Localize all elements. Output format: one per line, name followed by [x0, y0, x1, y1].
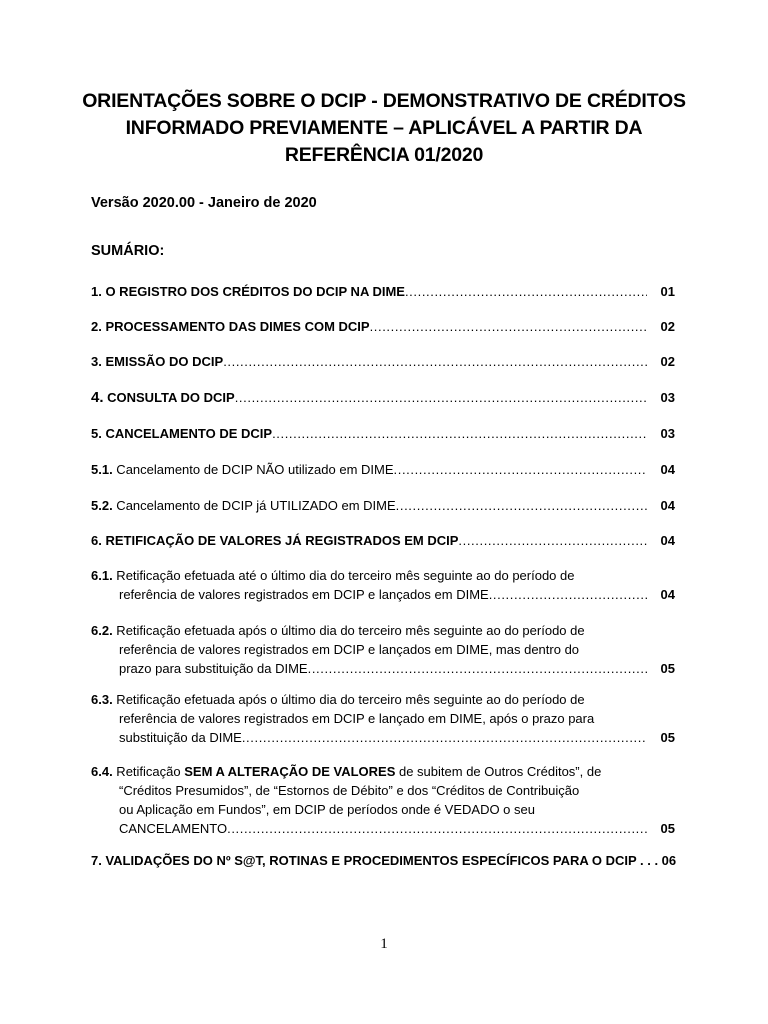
toc-entry-text: referência de valores registrados em DCIP e lançado em DIME, após o prazo para [119, 711, 595, 726]
leader-dots [489, 586, 647, 604]
toc-page-number: 03 [660, 426, 675, 441]
toc-page-number: 04 [660, 587, 675, 602]
toc-entry-text [91, 461, 394, 479]
document-title [60, 88, 708, 169]
toc-entry-text: 5. CANCELAMENTO DE DCIP [91, 426, 273, 441]
leader-dots [242, 729, 647, 747]
toc-entry-text: prazo para substituição da DIME [119, 661, 308, 676]
toc-entry-number: 6.1. [91, 568, 113, 583]
toc-entry-title: Cancelamento de DCIP NÃO utilizado em DIME [112, 462, 394, 477]
leader-dots [308, 660, 647, 678]
toc-entry-number: 6.4. [91, 764, 113, 779]
title-line-3: REFERÊNCIA 01/2020 [284, 144, 484, 166]
toc-entry-line [91, 622, 675, 640]
toc-entry-text: “Créditos Presumidos”, de “Estornos de Débito” e dos “Créditos de Contribuição [119, 783, 580, 798]
toc-page-number: 04 [660, 498, 675, 513]
toc-entry-text-emphasis: SEM A ALTERAÇÃO DE VALORES [184, 764, 396, 779]
leader-dots [235, 389, 647, 407]
toc-page-number: 05 [660, 661, 675, 676]
toc-entry-number: 5.2. [91, 498, 113, 513]
toc-entry-text [91, 389, 235, 407]
toc-entry-text: 6. RETIFICAÇÃO DE VALORES JÁ REGISTRADOS EM DCIP [91, 533, 459, 548]
toc-entry-text: Retificação [112, 764, 185, 779]
leader-dots [396, 497, 647, 515]
toc-entry-title: Cancelamento de DCIP já UTILIZADO em DIME [112, 498, 396, 513]
toc-entry-text: Retificação efetuada após o último dia do terceiro mês seguinte ao do período de [112, 623, 585, 638]
toc-entry-title: CONSULTA DO DCIP [103, 390, 235, 405]
toc-entry-text: CANCELAMENTO [119, 821, 228, 836]
leader-dots [223, 353, 647, 371]
toc-page-number: 06 [661, 853, 677, 868]
toc-page-number: 02 [660, 319, 675, 334]
leader-dots [394, 461, 647, 479]
toc-entry-text: 3. EMISSÃO DO DCIP [91, 354, 224, 369]
toc-page-number: 05 [660, 730, 675, 745]
leader-dots [272, 425, 647, 443]
title-line-2: INFORMADO PREVIAMENTE – APLICÁVEL A PARTIR DA [125, 117, 643, 139]
toc-entry-text: Retificação efetuada após o último dia do terceiro mês seguinte ao do período de [112, 692, 585, 707]
leader-dots [458, 532, 647, 550]
summary-heading: SUMÁRIO: [91, 243, 165, 259]
toc-entry-text [91, 497, 396, 515]
toc-page-number: 04 [660, 462, 675, 477]
toc-entry-number: 4. [91, 389, 104, 406]
leader-dots [227, 820, 647, 838]
page-number: 1 [380, 936, 388, 952]
toc-entry-line [91, 567, 675, 585]
toc-entry-text: Retificação efetuada até o último dia do terceiro mês seguinte ao do período de [112, 568, 575, 583]
toc-page-number: 02 [660, 354, 675, 369]
toc-page-number: 01 [660, 284, 675, 299]
toc-entry-text: substituição da DIME [119, 730, 242, 745]
toc-entry-line [91, 763, 675, 781]
toc-entry-text: 1. O REGISTRO DOS CRÉDITOS DO DCIP NA DIME [91, 284, 405, 299]
toc-page-number: 05 [660, 821, 675, 836]
title-line-1: ORIENTAÇÕES SOBRE O DCIP - DEMONSTRATIVO DE CRÉDITOS [82, 90, 686, 112]
toc-entry-text: ou Aplicação em Fundos”, em DCIP de períodos onde é VEDADO o seu [119, 802, 535, 817]
leader-dots [405, 283, 647, 301]
toc-entry-text: referência de valores registrados em DCIP e lançados em DIME, mas dentro do [119, 642, 580, 657]
toc-entry-number: 5.1. [91, 462, 113, 477]
toc-entry-text: referência de valores registrados em DCIP e lançados em DIME [119, 587, 489, 602]
toc-entry-text: 7. VALIDAÇÕES DO Nº S@T, ROTINAS E PROCEDIMENTOS ESPECÍFICOS PARA O DCIP . . . [91, 853, 659, 868]
version-line: Versão 2020.00 - Janeiro de 2020 [91, 195, 317, 211]
toc-page-number: 03 [660, 390, 675, 405]
toc-entry-number: 6.2. [91, 623, 113, 638]
toc-entry-text: de subitem de Outros Créditos”, de [395, 764, 602, 779]
toc-entry-text: 2. PROCESSAMENTO DAS DIMES COM DCIP [91, 319, 370, 334]
leader-dots [370, 318, 647, 336]
toc-page-number: 04 [660, 533, 675, 548]
toc-entry-number: 6.3. [91, 692, 113, 707]
toc-entry-line [91, 691, 675, 709]
